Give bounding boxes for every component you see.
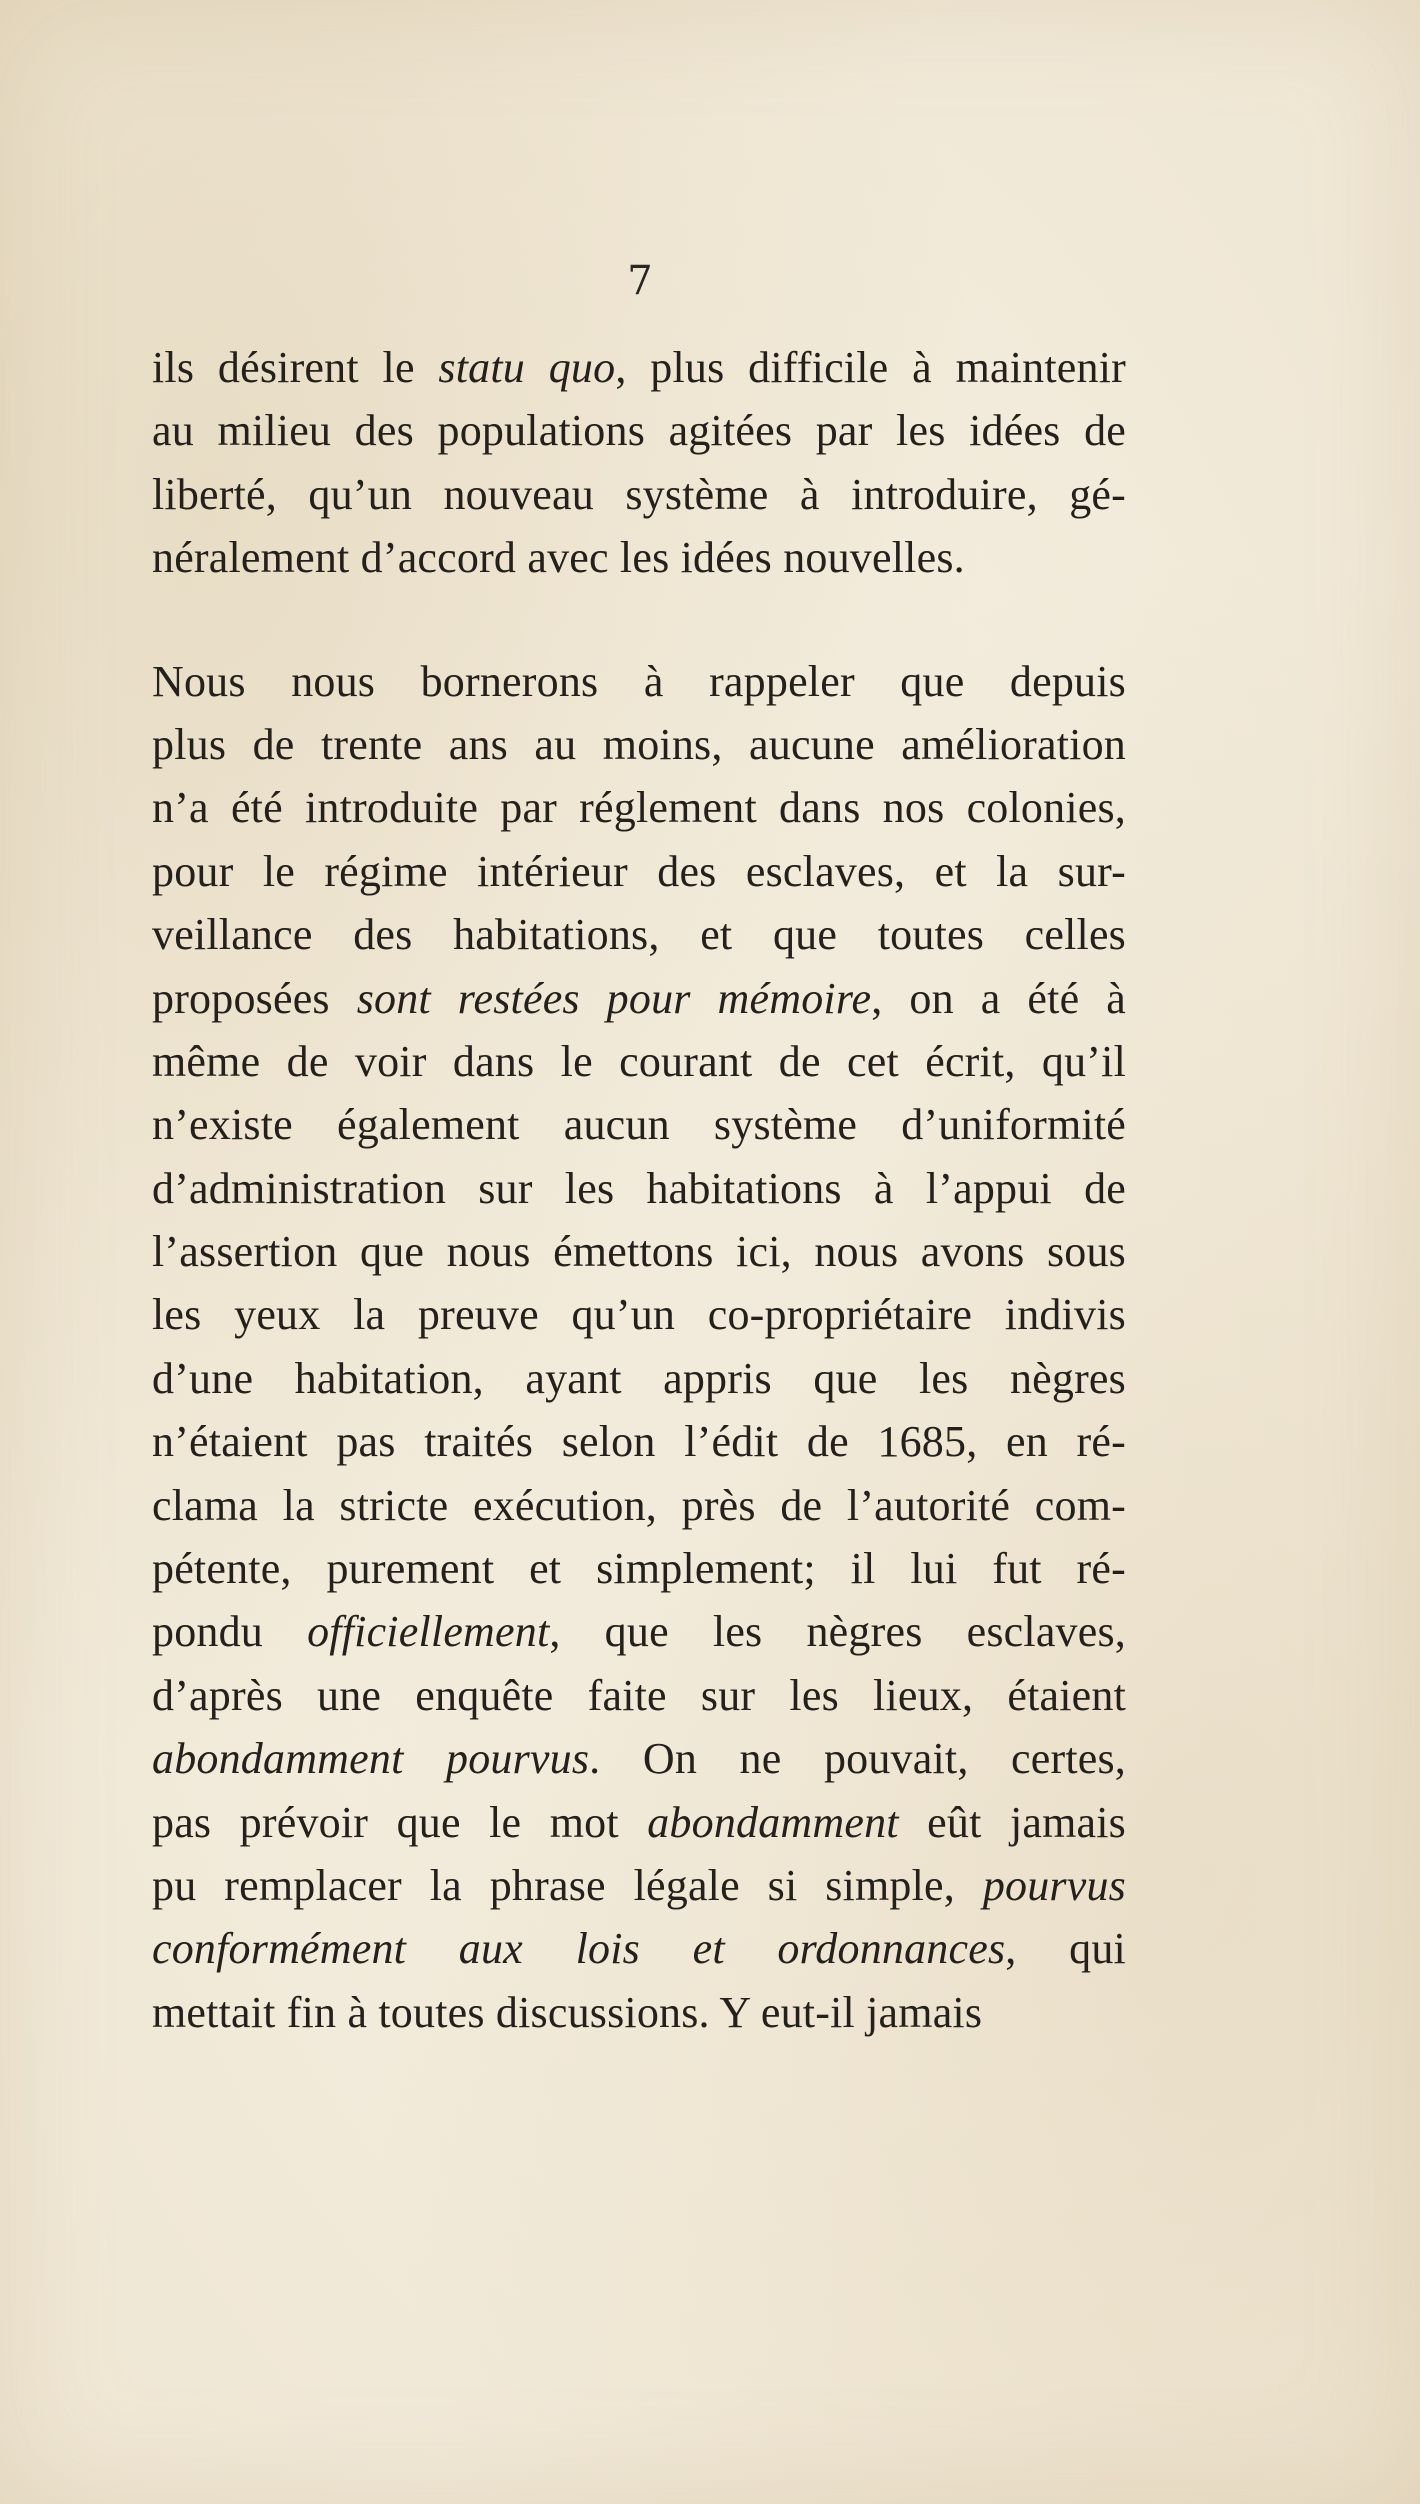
text-line: [152, 1347, 1126, 1410]
text-run: n’étaient pas traités selon l’édit de 1685, en ré-: [152, 1417, 1126, 1467]
text-run: , plus difficile à maintenir: [615, 343, 1126, 392]
text-line: [152, 1791, 1126, 1854]
italic-text: conformément aux lois et ordonnances: [152, 1924, 1006, 1974]
italic-text: officiellement: [307, 1607, 550, 1657]
text-run: plus de trente ans au moins, aucune amélioration: [152, 719, 1126, 769]
text-run: , on a été à: [871, 973, 1126, 1023]
text-run: même de voir dans le courant de cet écrit, qu’il: [152, 1036, 1126, 1086]
text-run: d’administration sur les habitations à l’appui de: [152, 1163, 1126, 1213]
text-line: [152, 1093, 1126, 1156]
text-line: [152, 1917, 1126, 1980]
text-line: [152, 903, 1126, 966]
text-line: [152, 1537, 1126, 1600]
text-run: veillance des habitations, et que toutes celles: [152, 910, 1126, 960]
text-line: [152, 1600, 1126, 1663]
text-line: [152, 1727, 1126, 1790]
text-run: pétente, purement et simplement; il lui fut ré-: [152, 1544, 1126, 1594]
text-run: eût jamais: [898, 1797, 1126, 1847]
text-run: liberté, qu’un nouveau système à introduire, gé-: [152, 469, 1126, 519]
text-run: néralement d’accord avec les idées nouvelles.: [152, 533, 965, 583]
paragraph-1: [152, 336, 1126, 590]
italic-text: pourvus: [982, 1860, 1126, 1910]
italic-text: abondamment: [647, 1797, 899, 1847]
text-run: n’a été introduite par réglement dans nos colonies,: [152, 783, 1126, 833]
text-run: les yeux la preuve qu’un co-propriétaire indivis: [152, 1290, 1126, 1340]
text-run: , que les nègres esclaves,: [549, 1607, 1126, 1657]
text-line: [152, 1854, 1126, 1917]
text-run: d’après une enquête faite sur les lieux, étaient: [152, 1670, 1126, 1720]
text-line: [152, 713, 1126, 776]
text-run: . On ne pouvait, certes,: [589, 1734, 1126, 1784]
italic-text: statu quo: [438, 343, 616, 392]
text-line: [152, 1030, 1126, 1093]
text-line: [152, 1283, 1126, 1346]
italic-text: abondamment pourvus: [152, 1734, 590, 1784]
text-run: au milieu des populations agitées par les idées de: [152, 406, 1126, 456]
text-run: pas prévoir que le mot: [152, 1797, 648, 1847]
text-line: [152, 1664, 1126, 1727]
text-line: [152, 336, 1126, 399]
text-line: [152, 526, 1126, 589]
text-run: d’une habitation, ayant appris que les nègres: [152, 1353, 1126, 1403]
text-line: [152, 776, 1126, 839]
text-line: [152, 1410, 1126, 1473]
text-run: , qui: [1005, 1924, 1126, 1974]
paragraph-2: [152, 650, 1126, 2045]
italic-text: sont restées pour mémoire: [356, 973, 872, 1023]
text-line: [152, 1981, 1126, 2044]
page-number: 7: [627, 258, 653, 304]
text-run: proposées: [152, 973, 357, 1023]
text-run: pondu: [152, 1607, 308, 1657]
text-line: [152, 967, 1126, 1030]
text-line: [152, 1474, 1126, 1537]
text-run: mettait fin à toutes discussions. Y eut-il jamais: [152, 1987, 983, 2037]
text-run: n’existe également aucun système d’uniformité: [152, 1100, 1126, 1150]
text-line: [152, 463, 1126, 526]
text-run: l’assertion que nous émettons ici, nous avons sous: [152, 1227, 1126, 1277]
text-run: pour le régime intérieur des esclaves, et la sur-: [152, 846, 1126, 896]
text-run: ils désirent le: [152, 343, 439, 392]
text-run: pu remplacer la phrase légale si simple,: [152, 1860, 983, 1910]
text-run: clama la stricte exécution, près de l’autorité com-: [152, 1480, 1126, 1530]
text-line: [152, 1220, 1126, 1283]
text-line: [152, 840, 1126, 903]
text-line: [152, 650, 1126, 713]
text-run: Nous nous bornerons à rappeler que depuis: [152, 656, 1126, 706]
body-text: [152, 336, 1126, 2044]
text-line: [152, 399, 1126, 462]
text-line: [152, 1157, 1126, 1220]
paragraph-gap: [152, 590, 1126, 650]
